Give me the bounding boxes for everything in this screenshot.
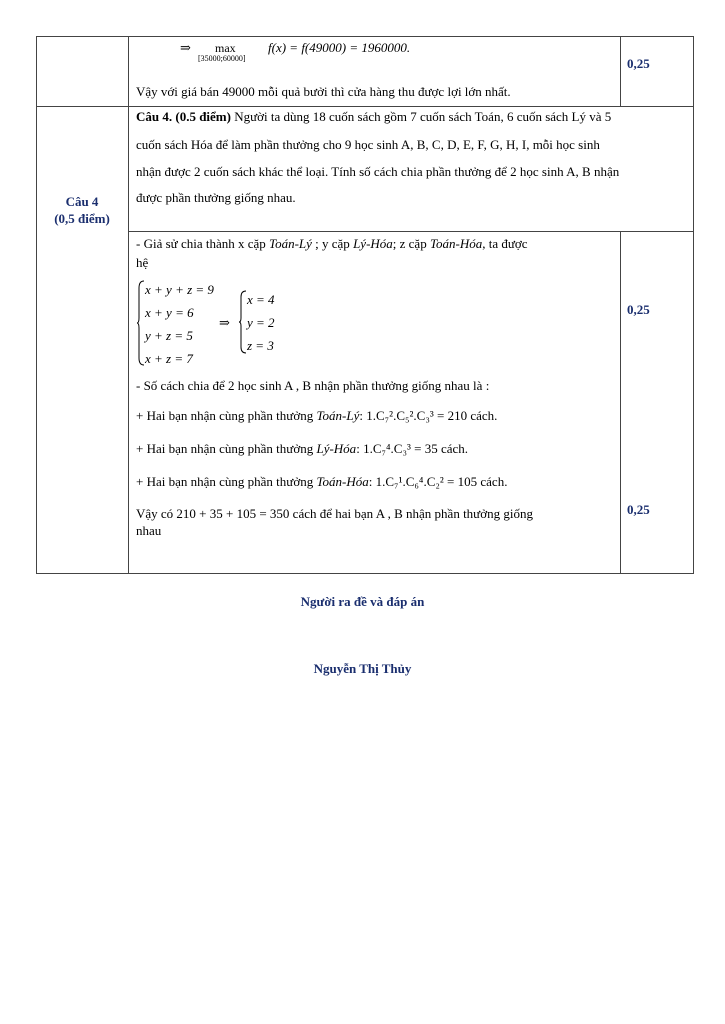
question-heading: Câu 4. (0.5 điểm)	[136, 109, 231, 124]
pair-ly-hoa: Lý-Hóa	[353, 236, 393, 251]
pair-toan-hoa: Toán-Hóa	[429, 236, 483, 251]
case1-prefix: + Hai bạn nhận cùng phần thưởng	[136, 408, 317, 423]
score-solution-2: 0,25	[627, 502, 650, 517]
question-text-1: Người ta dùng 18 cuốn sách gồm 7 cuốn sách Toán, 6 cuốn sách Lý và 5	[230, 109, 612, 124]
sol-y: y = 2	[247, 315, 275, 330]
intro-part-3: ; z cặp	[392, 236, 430, 251]
sol-z: z = 3	[247, 338, 274, 353]
case2-pair: Lý-Hóa	[316, 441, 357, 456]
max-operator: max	[215, 41, 236, 55]
implies-arrow-1: ⇒	[180, 40, 191, 55]
case1-suffix: cách.	[470, 408, 498, 423]
sol-x: x = 4	[247, 292, 275, 307]
system-left	[145, 278, 214, 370]
case2-calc: 1.C₇⁴.C₃³ = 35	[363, 441, 438, 456]
case1-pair: Toán-Lý	[316, 408, 360, 423]
case2-prefix: + Hai bạn nhận cùng phần thưởng	[136, 441, 317, 456]
row-divider-1	[36, 106, 694, 107]
case-3: + Hai bạn nhận cùng phần thưởng Toán-Hóa: 1.C₇¹.C₆⁴.C₂² = 105 cách.	[136, 474, 508, 489]
question-line-2: cuốn sách Hóa để làm phần thưởng cho 9 học sinh A, B, C, D, E, F, G, H, I, mỗi học sinh	[136, 137, 600, 152]
max-formula: f(x) = f(49000) = 1960000.	[268, 40, 411, 55]
case3-pair: Toán-Hóa	[316, 474, 369, 489]
eq-3: y + z = 5	[145, 328, 193, 343]
column-divider-2a	[620, 36, 621, 106]
count-intro: - Số cách chia để 2 học sinh A , B nhận phần thưởng giống nhau là :	[136, 378, 490, 393]
table-border-bottom	[36, 573, 694, 574]
eq-4: x + z = 7	[145, 351, 193, 366]
column-divider-2b	[620, 231, 621, 574]
question-label: Câu 4	[65, 194, 99, 209]
question-line-4: được phần thưởng giống nhau.	[136, 190, 296, 205]
system-right	[247, 288, 275, 357]
score-solution-1: 0,25	[627, 302, 650, 317]
case3-prefix: + Hai bạn nhận cùng phần thưởng	[136, 474, 317, 489]
final-line-1: Vậy có 210 + 35 + 105 = 350 cách để hai bạn A , B nhận phần thưởng giống	[136, 506, 533, 521]
table-border-top	[36, 36, 694, 37]
case2-suffix: cách.	[440, 441, 469, 456]
intro-part-1: - Giả sử chia thành x cặp	[136, 236, 270, 251]
eq-1: x + y + z = 9	[145, 282, 214, 297]
row1-conclusion: Vậy với giá bán 49000 mỗi quả bưởi thì cửa hàng thu được lợi lớn nhất.	[136, 84, 511, 99]
intro-part-4: , ta được	[482, 236, 528, 251]
case-2: + Hai bạn nhận cùng phần thưởng Lý-Hóa: 1.C₇⁴.C₃³ = 35 cách.	[136, 441, 469, 456]
case3-suffix: cách.	[480, 474, 508, 489]
pair-toan-ly: Toán-Lý	[269, 236, 312, 251]
intro-part-2: ; y cặp	[311, 236, 354, 251]
column-divider-1	[128, 36, 129, 574]
table-border-left	[36, 36, 37, 574]
max-domain: [35000;60000]	[198, 54, 246, 63]
author-name: Nguyễn Thị Thủy	[313, 661, 412, 676]
table-border-right	[693, 36, 694, 574]
solution-intro-he: hệ	[136, 255, 149, 270]
question-points: (0,5 điểm)	[54, 211, 110, 226]
question-line-3: nhận được 2 cuốn sách khác thể loại. Tính số cách chia phần thưởng để 2 học sinh A, B nhận	[136, 164, 620, 179]
row-divider-2	[128, 231, 694, 232]
score-row1: 0,25	[627, 56, 650, 71]
case-1: + Hai bạn nhận cùng phần thưởng Toán-Lý: 1.C₇².C₅².C₃³ = 210 cách.	[136, 408, 498, 423]
implies-arrow-2: ⇒	[219, 315, 230, 330]
question-line-1	[136, 109, 611, 125]
case3-calc: 1.C₇¹.C₆⁴.C₂² = 105	[375, 474, 478, 489]
author-role: Người ra đề và đáp án	[300, 594, 425, 609]
case1-calc: 1.C₇².C₅².C₃³ = 210	[366, 408, 468, 423]
solution-intro	[136, 236, 528, 252]
final-line-2: nhau	[136, 523, 162, 538]
eq-2: x + y = 6	[145, 305, 194, 320]
